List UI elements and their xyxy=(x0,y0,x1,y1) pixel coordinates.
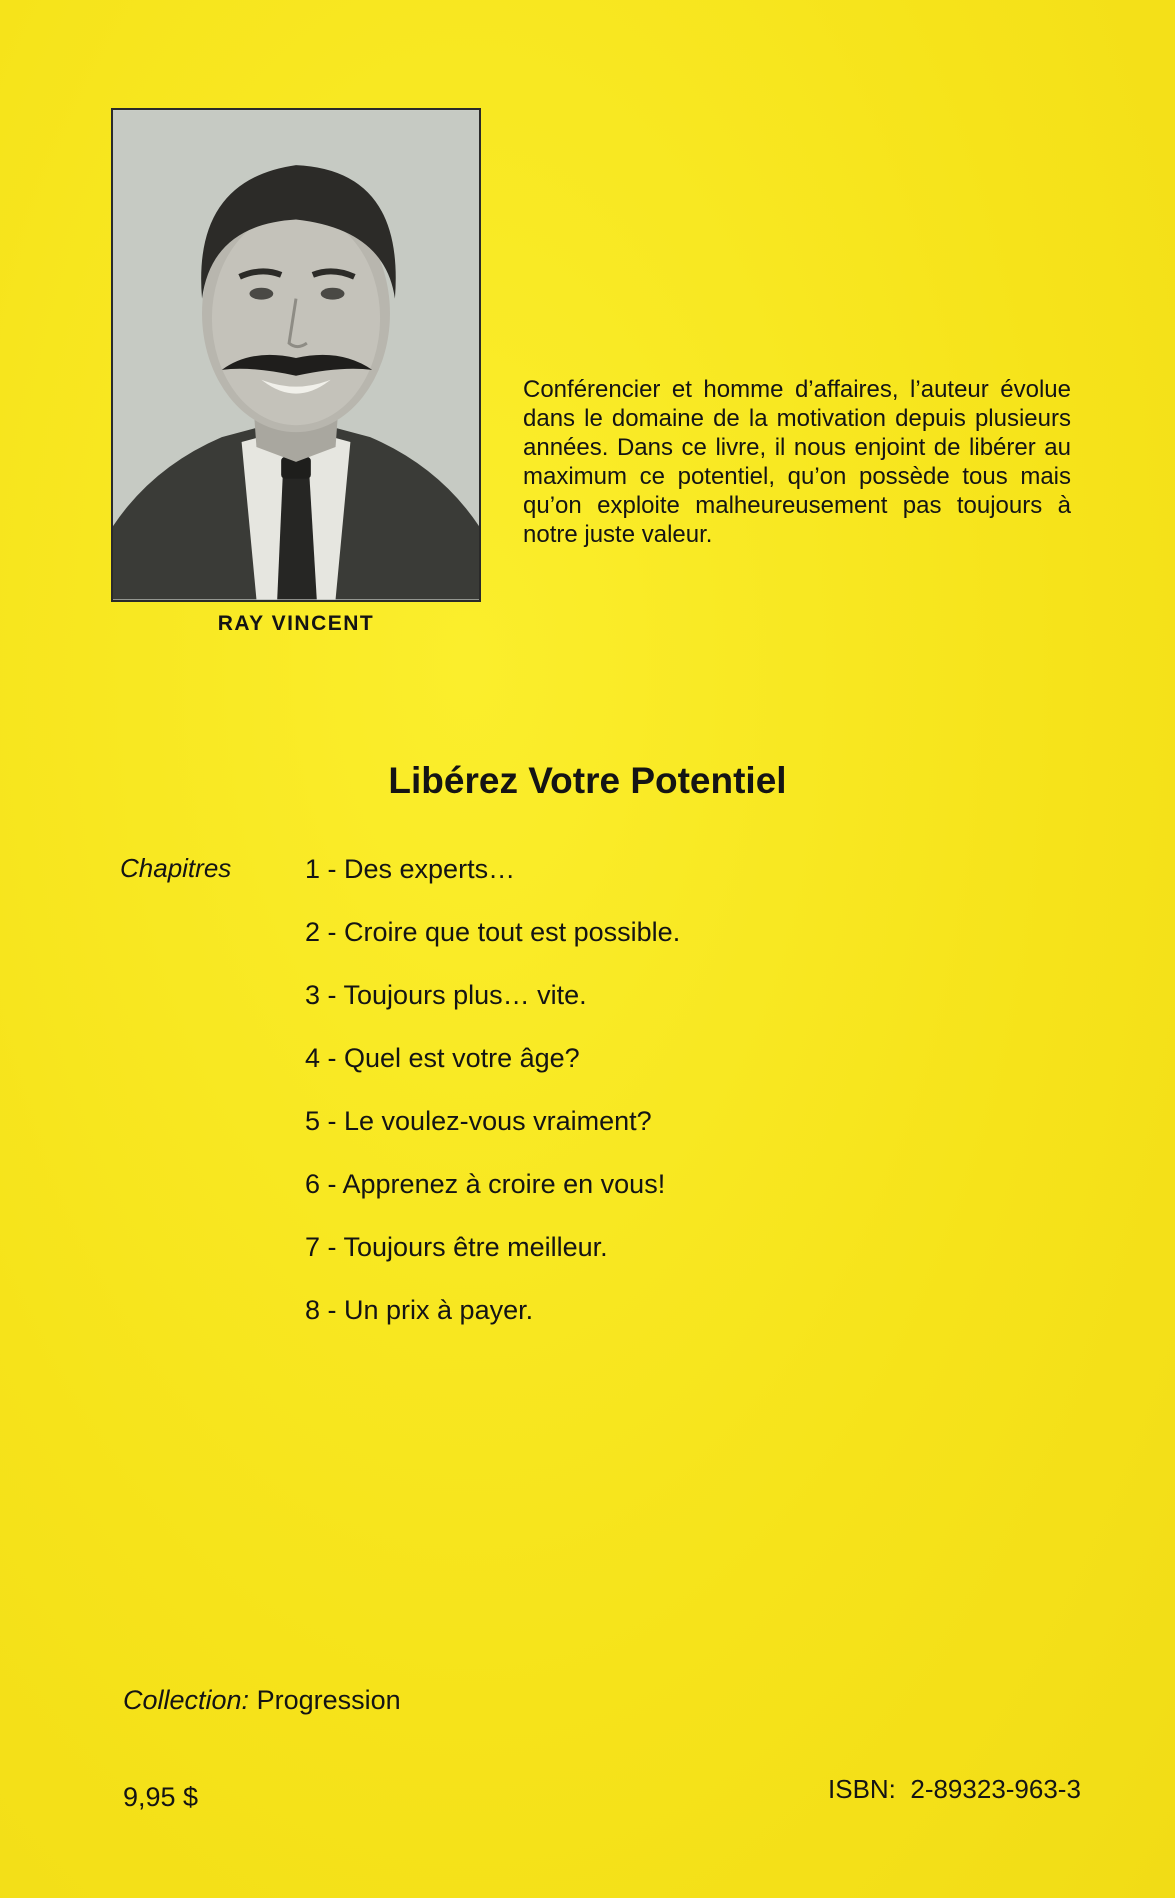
chapter-item: 8 - Un prix à payer. xyxy=(305,1295,534,1325)
author-name: RAY VINCENT xyxy=(217,612,375,635)
chapter-item: 6 - Apprenez à croire en vous! xyxy=(305,1169,666,1199)
chapter-item: 1 - Des experts… xyxy=(305,854,516,884)
book-title: Libérez Votre Potentiel xyxy=(388,760,787,801)
chapter-item: 2 - Croire que tout est possible. xyxy=(305,917,681,947)
author-blurb: Conférencier et homme d’affaires, l’auteur évolue dans le domaine de la motivation depuis plusieurs années. Dans ce livre, il nous enjoint de libérer au maximum ce potentiel, qu’on possède tous mais qu’on exploite malheureusement pas toujours à notre juste valeur. xyxy=(523,376,1071,548)
chapter-item: 3 - Toujours plus… vite. xyxy=(305,980,587,1010)
chapter-item: 7 - Toujours être meilleur. xyxy=(305,1232,608,1262)
collection-value: Progression xyxy=(256,1685,401,1715)
portrait-image xyxy=(113,110,479,600)
price: 9,95 $ xyxy=(123,1782,199,1812)
chapter-item: 5 - Le voulez-vous vraiment? xyxy=(305,1106,652,1136)
collection-label: Collection: xyxy=(123,1685,250,1715)
isbn: ISBN: 2-89323-963-3 xyxy=(828,1774,1081,1804)
chapters-label: Chapitres xyxy=(120,853,232,883)
chapter-item: 4 - Quel est votre âge? xyxy=(305,1043,580,1073)
chapter-list xyxy=(305,853,680,1357)
collection-line xyxy=(123,1685,401,1716)
author-photo xyxy=(111,108,481,602)
